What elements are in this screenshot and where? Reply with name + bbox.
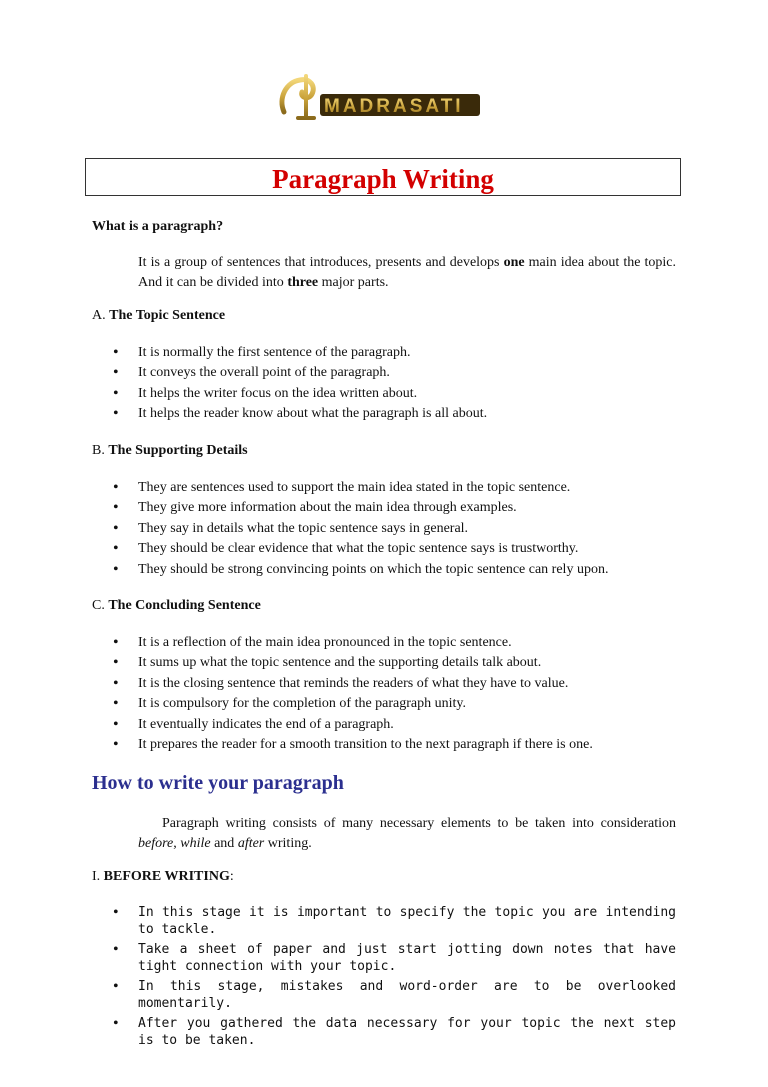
supporting-detail-item: • They should be clear evidence that what the topic sentence says is trustworthy. <box>0 539 676 559</box>
before-writing-item: • In this stage it is important to specify the topic you are intending to tackle. <box>0 904 676 938</box>
how-to-sep-2: and <box>210 836 238 851</box>
section-b-title: The Supporting Details <box>108 443 248 458</box>
intro-text-3: major parts. <box>318 275 389 290</box>
before-writing-list <box>0 904 676 1052</box>
section-a-title: The Topic Sentence <box>109 308 226 323</box>
madrasati-logo-graphic <box>276 68 486 132</box>
supporting-details-list <box>0 478 676 580</box>
topic-sentence-item: • It helps the writer focus on the idea written about. <box>0 384 676 404</box>
how-to-before: before <box>138 836 174 851</box>
section-i-prefix: I. <box>92 869 104 884</box>
before-writing-item: • Take a sheet of paper and just start jotting down notes that have tight connection with your topic. <box>0 941 676 975</box>
supporting-detail-item: • They say in details what the topic sentence says in general. <box>0 519 676 539</box>
before-writing-item: • In this stage, mistakes and word-order are to be overlooked momentarily. <box>0 978 676 1012</box>
section-c-prefix: C. <box>92 598 109 613</box>
concluding-sentence-item: • It eventually indicates the end of a paragraph. <box>0 715 676 735</box>
section-i-suffix: : <box>229 869 234 884</box>
logo-text: MADRASATI <box>324 96 464 117</box>
supporting-detail-item: • They should be strong convincing points on which the topic sentence can rely upon. <box>0 560 676 580</box>
before-writing-item: • After you gathered the data necessary for your topic the next step is to be taken. <box>0 1015 676 1049</box>
how-to-text-2: writing. <box>264 836 312 851</box>
topic-sentence-item: • It is normally the first sentence of the paragraph. <box>0 343 676 363</box>
madrasati-logo <box>276 68 486 132</box>
concluding-sentence-item: • It sums up what the topic sentence and the supporting details talk about. <box>0 653 676 673</box>
concluding-sentence-item: • It is a reflection of the main idea pronounced in the topic sentence. <box>0 633 676 653</box>
intro-text-2: main idea about the topic. And it can be divided into <box>138 255 676 290</box>
section-i-title: BEFORE WRITING <box>103 869 230 884</box>
intro-question: What is a paragraph? <box>92 219 224 234</box>
intro-text-1: It is a group of sentences that introduces, presents and develops <box>138 255 504 270</box>
intro-bold-three: three <box>287 275 319 290</box>
concluding-sentence-list <box>0 633 676 755</box>
topic-sentence-list <box>0 343 676 425</box>
section-b-heading <box>92 442 248 460</box>
intro-paragraph <box>138 253 676 293</box>
how-to-heading: How to write your paragraph <box>92 772 344 794</box>
title-box <box>85 158 681 196</box>
topic-sentence-item: • It helps the reader know about what the paragraph is all about. <box>0 404 676 424</box>
section-a-prefix: A. <box>92 308 110 323</box>
section-b-prefix: B. <box>92 443 109 458</box>
page-title: Paragraph Writing <box>272 164 494 194</box>
how-to-text-1: Paragraph writing consists of many necessary elements to be taken into consideration <box>162 816 676 831</box>
how-to-after: after <box>237 836 265 851</box>
how-to-sep-1: , <box>173 836 181 851</box>
section-c-heading <box>92 597 261 615</box>
how-to-while: while <box>180 836 211 851</box>
section-a-heading <box>92 307 225 325</box>
supporting-detail-item: • They are sentences used to support the main idea stated in the topic sentence. <box>0 478 676 498</box>
supporting-detail-item: • They give more information about the main idea through examples. <box>0 498 676 518</box>
concluding-sentence-item: • It is the closing sentence that reminds the readers of what they have to value. <box>0 674 676 694</box>
section-i-heading <box>92 868 234 886</box>
how-to-paragraph <box>138 814 676 854</box>
topic-sentence-item: • It conveys the overall point of the paragraph. <box>0 363 676 383</box>
intro-bold-one: one <box>503 255 525 270</box>
concluding-sentence-item: • It is compulsory for the completion of the paragraph unity. <box>0 694 676 714</box>
concluding-sentence-item: • It prepares the reader for a smooth transition to the next paragraph if there is one. <box>0 735 676 755</box>
section-c-title: The Concluding Sentence <box>108 598 261 613</box>
